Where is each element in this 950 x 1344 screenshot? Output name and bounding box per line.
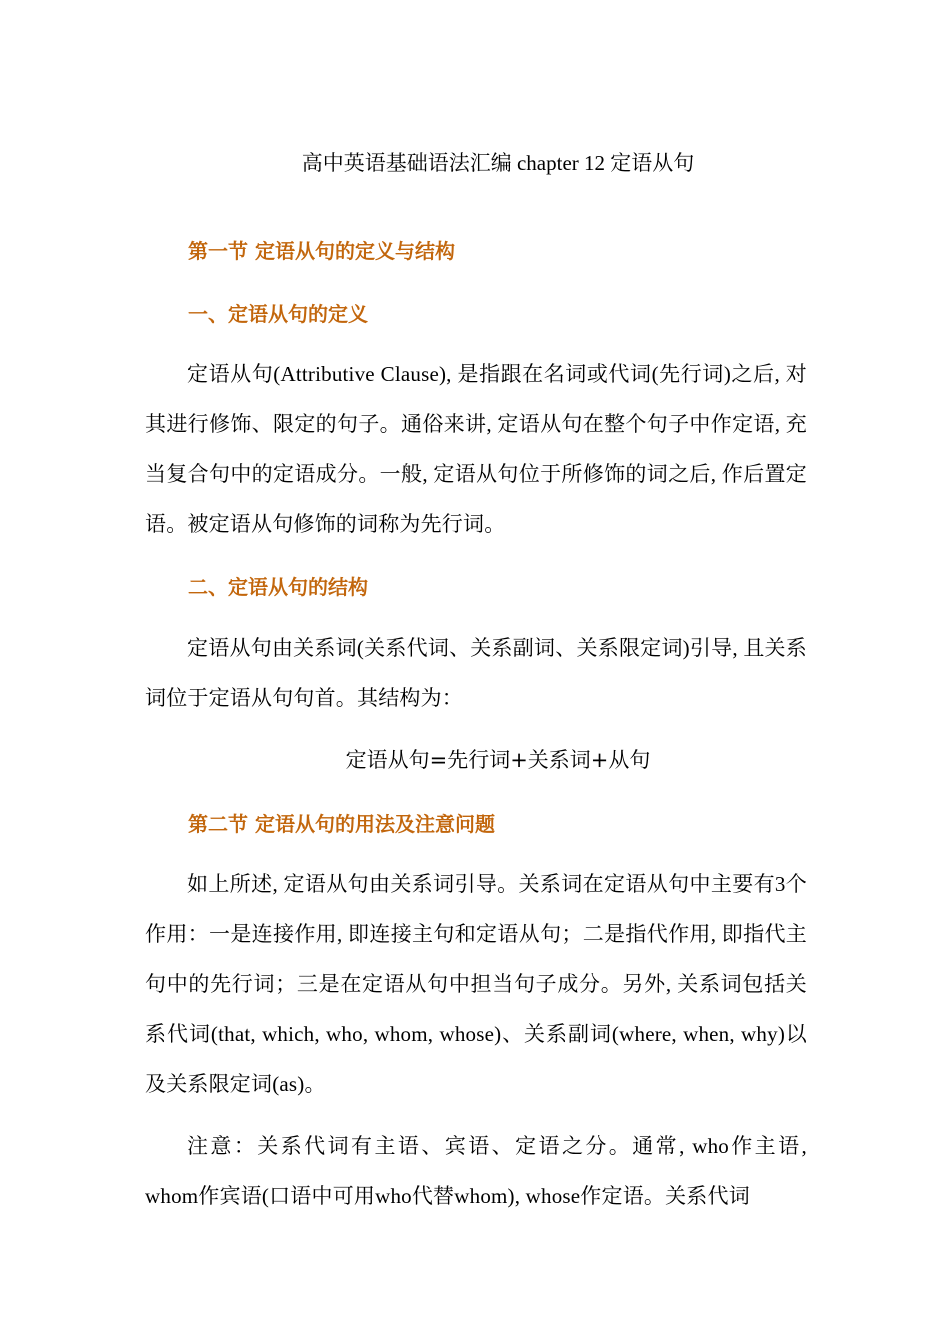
section-1-heading: 第一节 定语从句的定义与结构	[188, 239, 455, 263]
section-2-heading: 第二节 定语从句的用法及注意问题	[188, 812, 495, 836]
structure-formula: 定语从句=先行词+关系词+从句	[345, 748, 651, 772]
usage-paragraph: 如上所述, 定语从句由关系词引导。关系词在定语从句中主要有3个作用：一是连接作用, 即连接主句和定语从句；二是指代作用, 即指代主句中的先行词；三是在定语从句中担当句子成分。另外, 关系词包括关系代词(that, which, who, whom, whose)、关系副词(where, when, why)以及关系限定词(as)。	[145, 872, 807, 1096]
structure-paragraph: 定语从句由关系词(关系代词、关系副词、关系限定词)引导, 且关系词位于定语从句句首。其结构为：	[145, 636, 807, 710]
subsection-2-heading: 二、定语从句的结构	[188, 575, 368, 599]
subsection-1-heading: 一、定语从句的定义	[188, 302, 368, 326]
definition-paragraph: 定语从句(Attributive Clause), 是指跟在名词或代词(先行词)之后, 对其进行修饰、限定的句子。通俗来讲, 定语从句在整个句子中作定语, 充当复合句中的定语成分。一般, 定语从句位于所修饰的词之后, 作后置定语。被定语从句修饰的词称为先行词。	[145, 362, 807, 536]
document-title: 高中英语基础语法汇编 chapter 12 定语从句	[301, 151, 695, 175]
note-paragraph: 注意：关系代词有主语、宾语、定语之分。通常, who作主语, whom作宾语(口语中可用who代替whom), whose作定语。关系代词	[145, 1134, 807, 1208]
